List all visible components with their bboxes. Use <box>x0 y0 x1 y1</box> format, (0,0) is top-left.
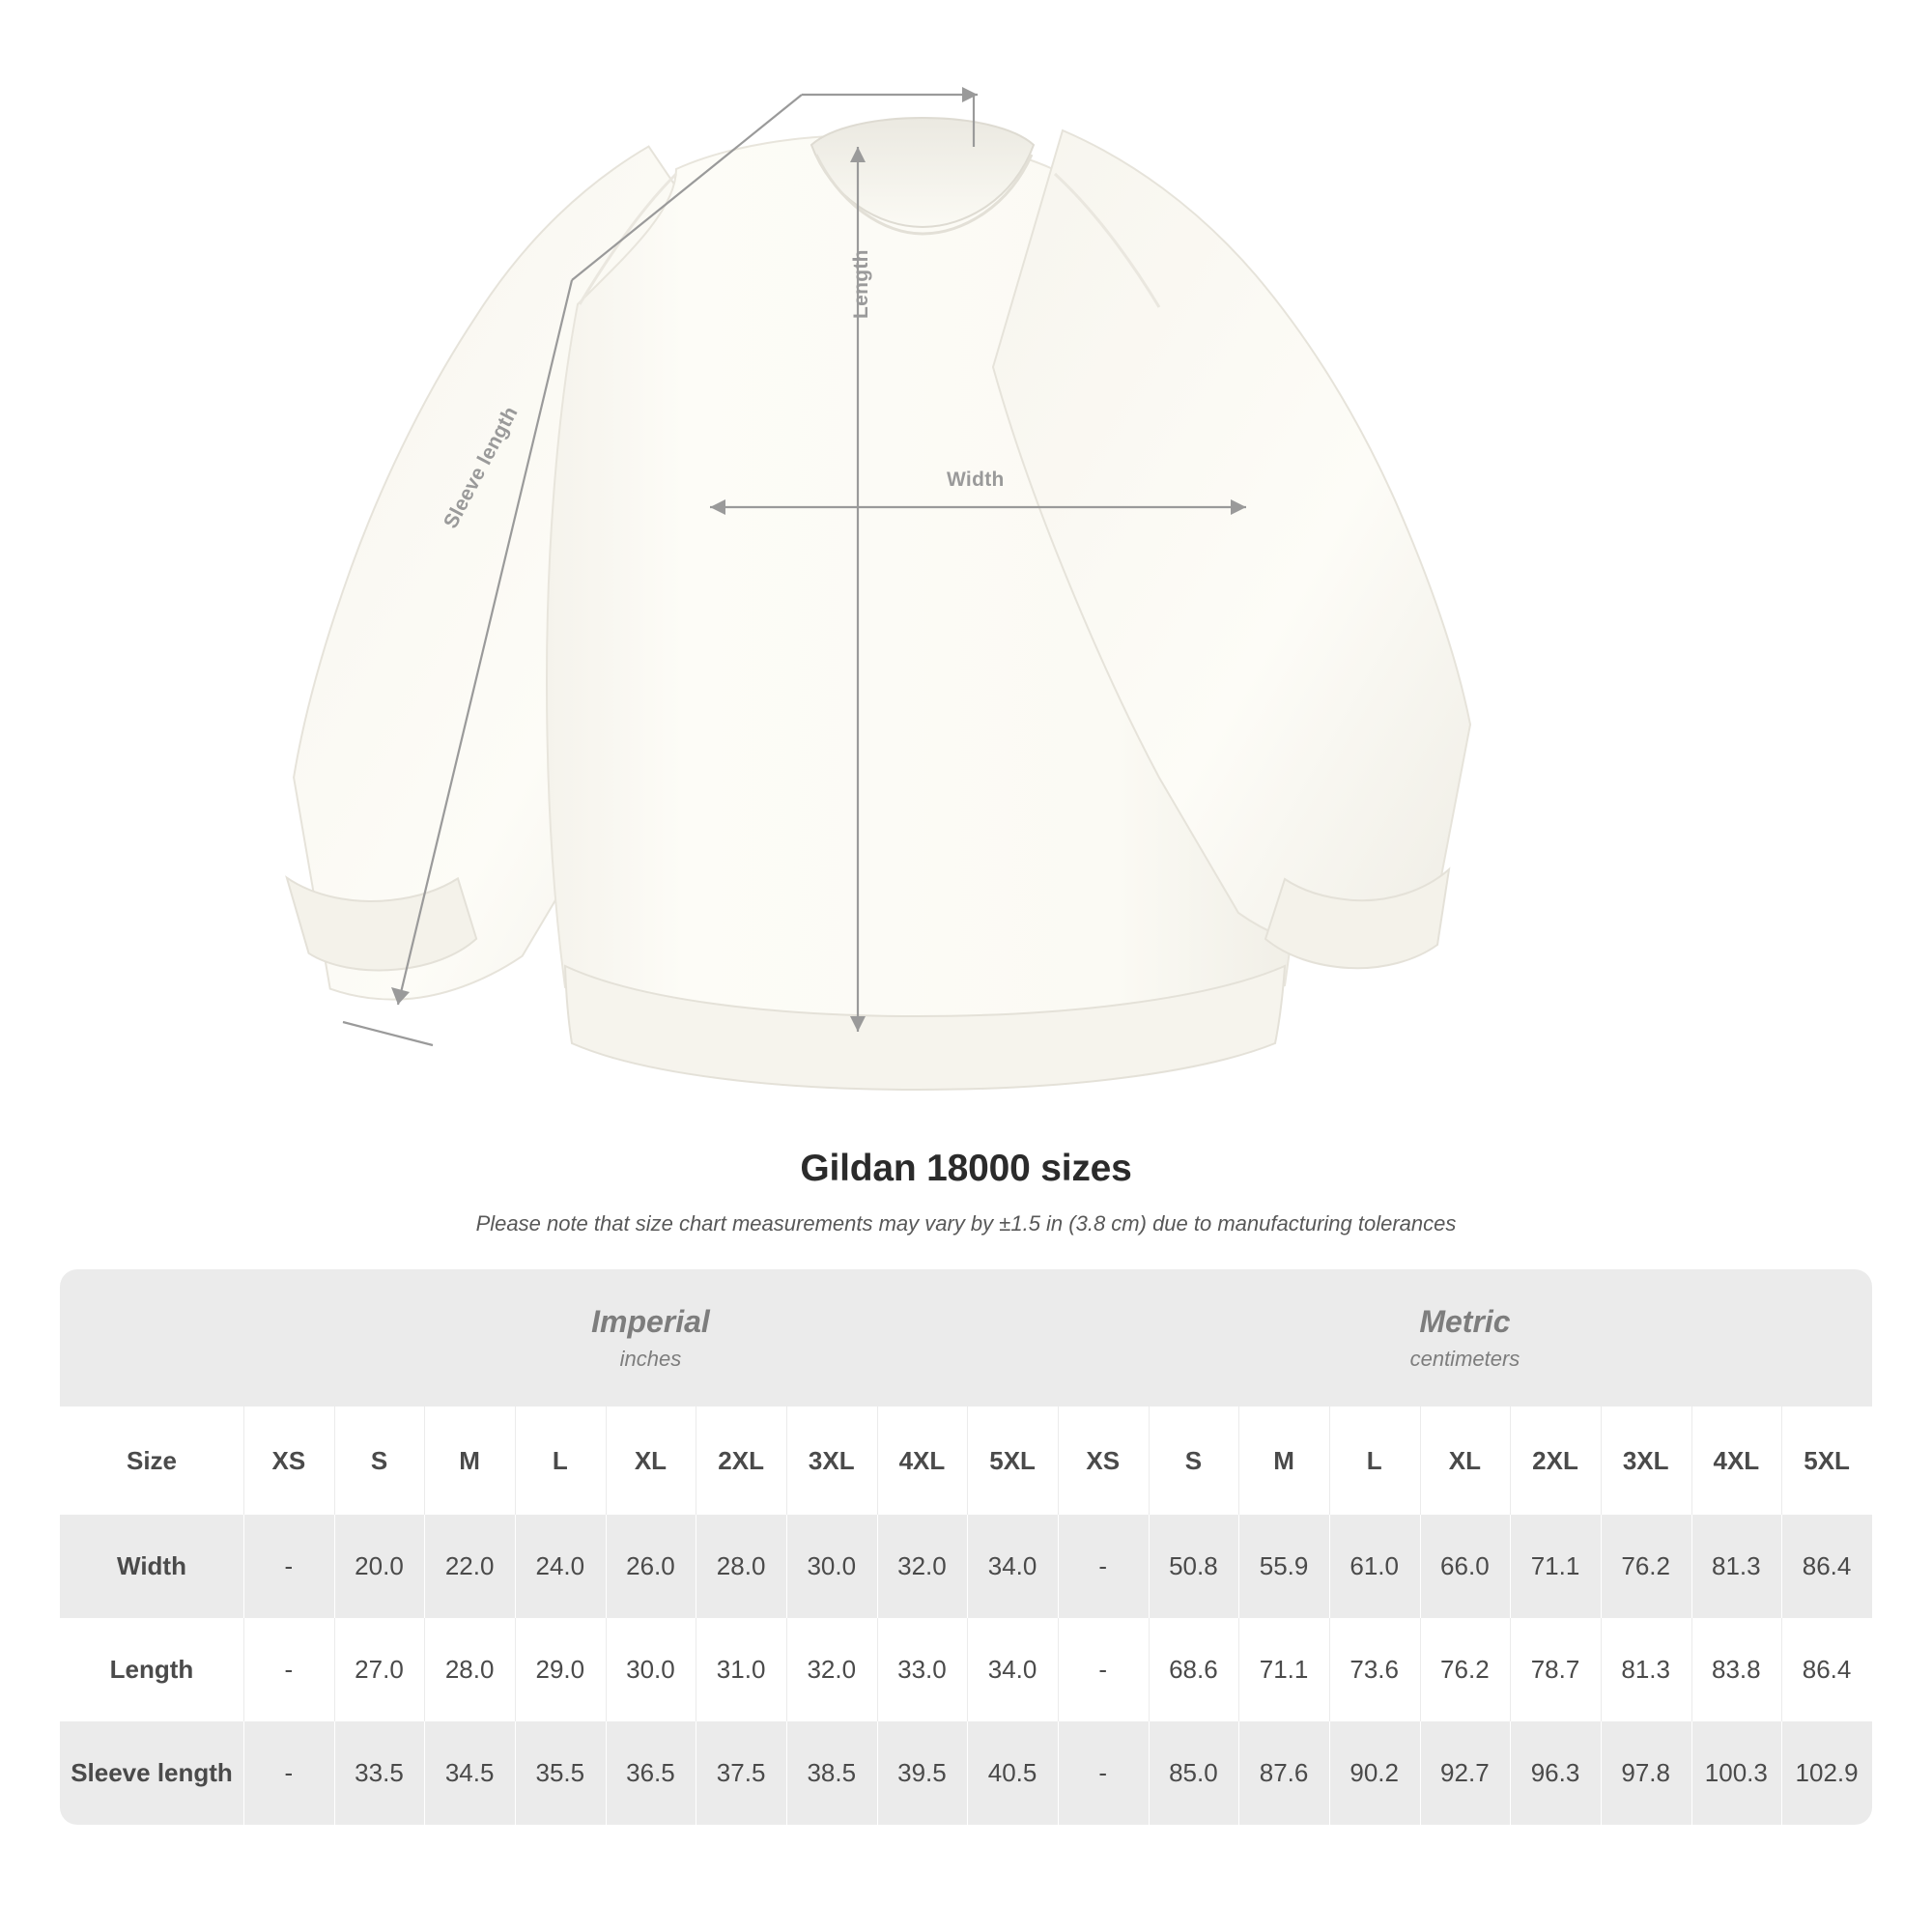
size-col-metric-4xl: 4XL <box>1691 1406 1782 1515</box>
width-metric-l: 61.0 <box>1329 1515 1420 1618</box>
size-col-metric-m: M <box>1238 1406 1329 1515</box>
length-metric-xl: 76.2 <box>1420 1618 1511 1721</box>
imperial-group-header <box>243 1269 1058 1406</box>
width-imperial-xl: 26.0 <box>606 1515 696 1618</box>
sleeve-imperial-3xl: 38.5 <box>786 1721 877 1825</box>
sleeve-imperial-xs: - <box>243 1721 334 1825</box>
title-block <box>0 1148 1932 1236</box>
sleeve-metric-xl: 92.7 <box>1420 1721 1511 1825</box>
unit-header-row <box>60 1269 1872 1406</box>
row-label-length: Length <box>60 1618 243 1721</box>
size-row-header: Size <box>60 1406 243 1515</box>
table-row <box>60 1721 1872 1825</box>
length-metric-5xl: 86.4 <box>1781 1618 1872 1721</box>
sleeve-metric-xs: - <box>1058 1721 1149 1825</box>
size-col-metric-xs: XS <box>1058 1406 1149 1515</box>
length-imperial-2xl: 31.0 <box>696 1618 786 1721</box>
size-col-metric-xl: XL <box>1420 1406 1511 1515</box>
imperial-label: Imperial <box>591 1303 710 1339</box>
sleeve-metric-2xl: 96.3 <box>1510 1721 1601 1825</box>
width-metric-xl: 66.0 <box>1420 1515 1511 1618</box>
sleeve-metric-l: 90.2 <box>1329 1721 1420 1825</box>
length-imperial-4xl: 33.0 <box>877 1618 968 1721</box>
sleeve-imperial-2xl: 37.5 <box>696 1721 786 1825</box>
width-imperial-4xl: 32.0 <box>877 1515 968 1618</box>
size-col-imperial-xs: XS <box>243 1406 334 1515</box>
row-label-sleeve-length: Sleeve length <box>60 1721 243 1825</box>
size-header-row <box>60 1406 1872 1515</box>
length-dimension-label: Length <box>850 249 872 319</box>
sleeve-metric-5xl: 102.9 <box>1781 1721 1872 1825</box>
width-metric-xs: - <box>1058 1515 1149 1618</box>
width-metric-3xl: 76.2 <box>1601 1515 1691 1618</box>
page-title: Gildan 18000 sizes <box>800 1148 1132 1189</box>
row-label-width: Width <box>60 1515 243 1618</box>
length-imperial-3xl: 32.0 <box>786 1618 877 1721</box>
sleeve-imperial-4xl: 39.5 <box>877 1721 968 1825</box>
size-col-imperial-l: L <box>515 1406 606 1515</box>
size-col-imperial-3xl: 3XL <box>786 1406 877 1515</box>
unit-corner-cell <box>60 1269 243 1406</box>
size-col-metric-5xl: 5XL <box>1781 1406 1872 1515</box>
table-row <box>60 1618 1872 1721</box>
length-metric-xs: - <box>1058 1618 1149 1721</box>
width-imperial-xs: - <box>243 1515 334 1618</box>
metric-label: Metric <box>1419 1303 1511 1339</box>
sleeve-metric-s: 85.0 <box>1149 1721 1239 1825</box>
length-metric-4xl: 83.8 <box>1691 1618 1782 1721</box>
length-metric-2xl: 78.7 <box>1510 1618 1601 1721</box>
width-imperial-3xl: 30.0 <box>786 1515 877 1618</box>
length-metric-m: 71.1 <box>1238 1618 1329 1721</box>
sleeve-metric-3xl: 97.8 <box>1601 1721 1691 1825</box>
width-metric-m: 55.9 <box>1238 1515 1329 1618</box>
width-imperial-m: 22.0 <box>424 1515 515 1618</box>
imperial-sublabel: inches <box>619 1347 682 1372</box>
sleeve-imperial-m: 34.5 <box>424 1721 515 1825</box>
sleeve-imperial-l: 35.5 <box>515 1721 606 1825</box>
sleeve-imperial-xl: 36.5 <box>606 1721 696 1825</box>
sleeve-length-dimension-label: Sleeve length <box>440 403 523 532</box>
size-col-imperial-s: S <box>334 1406 425 1515</box>
width-metric-s: 50.8 <box>1149 1515 1239 1618</box>
size-col-metric-l: L <box>1329 1406 1420 1515</box>
size-col-imperial-xl: XL <box>606 1406 696 1515</box>
width-imperial-s: 20.0 <box>334 1515 425 1618</box>
table-row <box>60 1515 1872 1618</box>
tolerance-note: Please note that size chart measurements may vary by ±1.5 in (3.8 cm) due to manufacturing tolerances <box>475 1211 1457 1236</box>
size-col-metric-s: S <box>1149 1406 1239 1515</box>
width-metric-4xl: 81.3 <box>1691 1515 1782 1618</box>
length-imperial-l: 29.0 <box>515 1618 606 1721</box>
length-imperial-s: 27.0 <box>334 1618 425 1721</box>
length-imperial-xl: 30.0 <box>606 1618 696 1721</box>
size-col-metric-3xl: 3XL <box>1601 1406 1691 1515</box>
size-col-metric-2xl: 2XL <box>1510 1406 1601 1515</box>
size-table-wrapper <box>60 1269 1872 1825</box>
size-table <box>60 1269 1872 1825</box>
length-metric-l: 73.6 <box>1329 1618 1420 1721</box>
length-imperial-m: 28.0 <box>424 1618 515 1721</box>
width-imperial-5xl: 34.0 <box>967 1515 1058 1618</box>
length-imperial-5xl: 34.0 <box>967 1618 1058 1721</box>
width-imperial-l: 24.0 <box>515 1515 606 1618</box>
metric-sublabel: centimeters <box>1409 1347 1520 1372</box>
length-metric-s: 68.6 <box>1149 1618 1239 1721</box>
width-metric-5xl: 86.4 <box>1781 1515 1872 1618</box>
length-metric-3xl: 81.3 <box>1601 1618 1691 1721</box>
sleeve-imperial-s: 33.5 <box>334 1721 425 1825</box>
sleeve-metric-4xl: 100.3 <box>1691 1721 1782 1825</box>
sleeve-metric-m: 87.6 <box>1238 1721 1329 1825</box>
sleeve-imperial-5xl: 40.5 <box>967 1721 1058 1825</box>
width-metric-2xl: 71.1 <box>1510 1515 1601 1618</box>
length-imperial-xs: - <box>243 1618 334 1721</box>
size-col-imperial-5xl: 5XL <box>967 1406 1058 1515</box>
size-col-imperial-m: M <box>424 1406 515 1515</box>
width-dimension-label: Width <box>947 469 1005 491</box>
size-col-imperial-2xl: 2XL <box>696 1406 786 1515</box>
metric-group-header <box>1058 1269 1872 1406</box>
width-imperial-2xl: 28.0 <box>696 1515 786 1618</box>
size-col-imperial-4xl: 4XL <box>877 1406 968 1515</box>
